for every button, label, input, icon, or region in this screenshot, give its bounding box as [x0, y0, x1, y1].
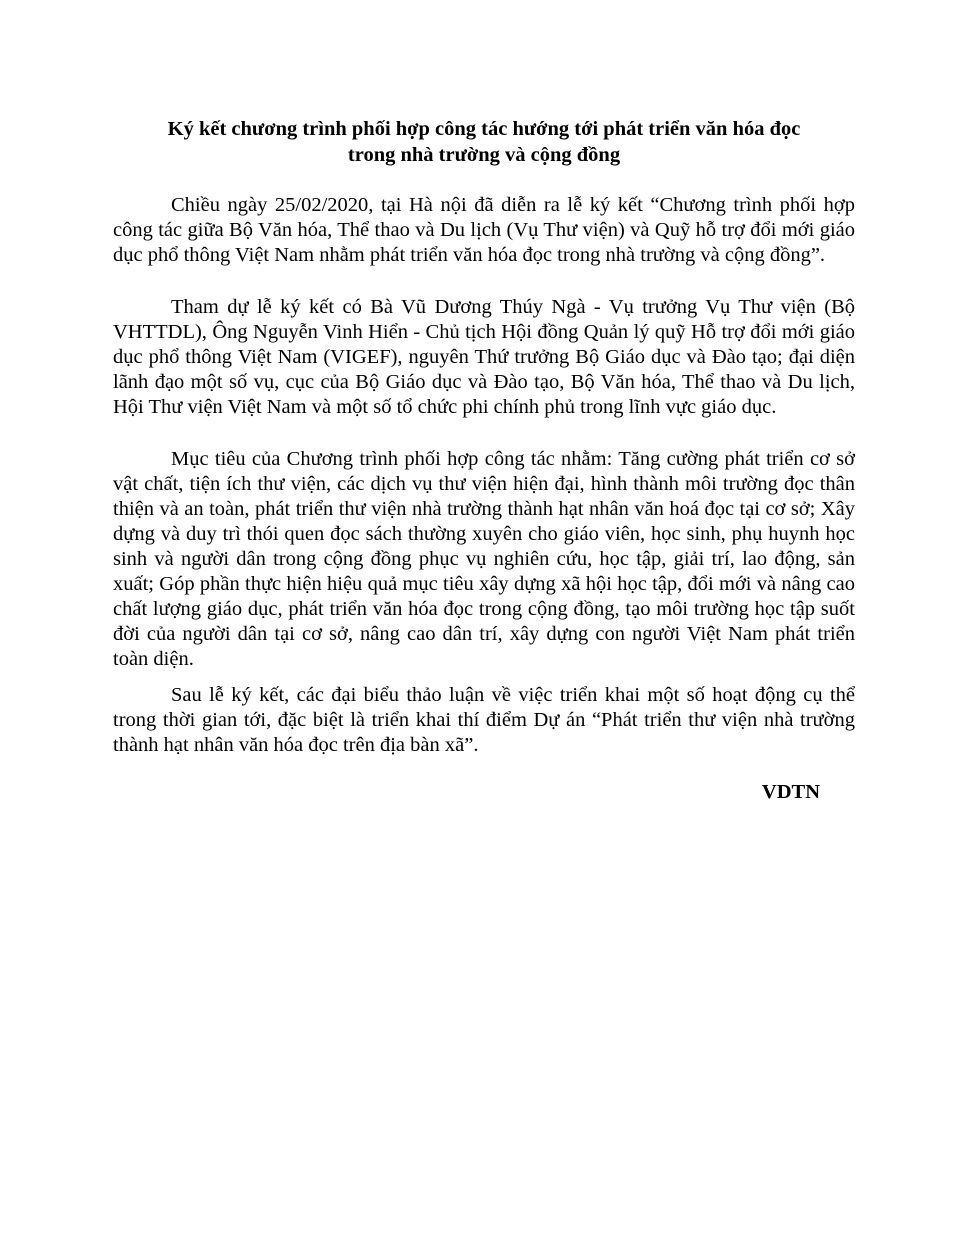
- paragraph-attendees: Tham dự lễ ký kết có Bà Vũ Dương Thúy Ngà - Vụ trưởng Vụ Thư viện (Bộ VHTTDL), Ông Nguyễn Vinh Hiển - Chủ tịch Hội đồng Quản lý quỹ Hỗ trợ đổi mới giáo dục phổ thông Việt Nam (VIGEF), nguyên Thứ trưởng Bộ Giáo dục và Đào tạo; đại diện lãnh đạo một số vụ, cục của Bộ Giáo dục và Đào tạo, Bộ Văn hóa, Thể thao và Du lịch, Hội Thư viện Việt Nam và một số tổ chức phi chính phủ trong lĩnh vực giáo dục.: [113, 296, 855, 418]
- title-line-2: trong nhà trường và cộng đồng: [347, 144, 621, 166]
- article-title: [113, 116, 855, 168]
- paragraph-signing-event: Chiều ngày 25/02/2020, tại Hà nội đã diễn ra lễ ký kết “Chương trình phối hợp công tác giữa Bộ Văn hóa, Thể thao và Du lịch (Vụ Thư viện) và Quỹ hỗ trợ đổi mới giáo dục phổ thông Việt Nam nhằm phát triển văn hóa đọc trong nhà trường và cộng đồng”.: [113, 194, 855, 266]
- paragraph-discussion: Sau lễ ký kết, các đại biểu thảo luận về việc triển khai một số hoạt động cụ thể trong thời gian tới, đặc biệt là triển khai thí điểm Dự án “Phát triển thư viện nhà trường thành hạt nhân văn hóa đọc trên địa bàn xã”.: [113, 684, 855, 756]
- paragraph-objectives: Mục tiêu của Chương trình phối hợp công tác nhằm: Tăng cường phát triển cơ sở vật chất, tiện ích thư viện, các dịch vụ thư viện hiện đại, hình thành môi trường đọc thân thiện và an toàn, phát triển thư viện nhà trường thành hạt nhân văn hoá đọc tại cơ sở; Xây dựng và duy trì thói quen đọc sách thường xuyên cho giáo viên, học sinh, phụ huynh học sinh và người dân trong cộng đồng phục vụ nghiên cứu, học tập, giải trí, lao động, sản xuất; Góp phần thực hiện hiệu quả mục tiêu xây dựng xã hội học tập, đổi mới và nâng cao chất lượng giáo dục, phát triển văn hóa đọc trong cộng đồng, tạo môi trường học tập suốt đời của người dân tại cơ sở, nâng cao dân trí, xây dựng con người Việt Nam phát triển toàn diện.: [113, 448, 855, 670]
- author-signature: VDTN: [761, 781, 820, 803]
- title-line-1: Ký kết chương trình phối hợp công tác hướng tới phát triển văn hóa đọc: [167, 118, 801, 140]
- article-body: [113, 116, 855, 805]
